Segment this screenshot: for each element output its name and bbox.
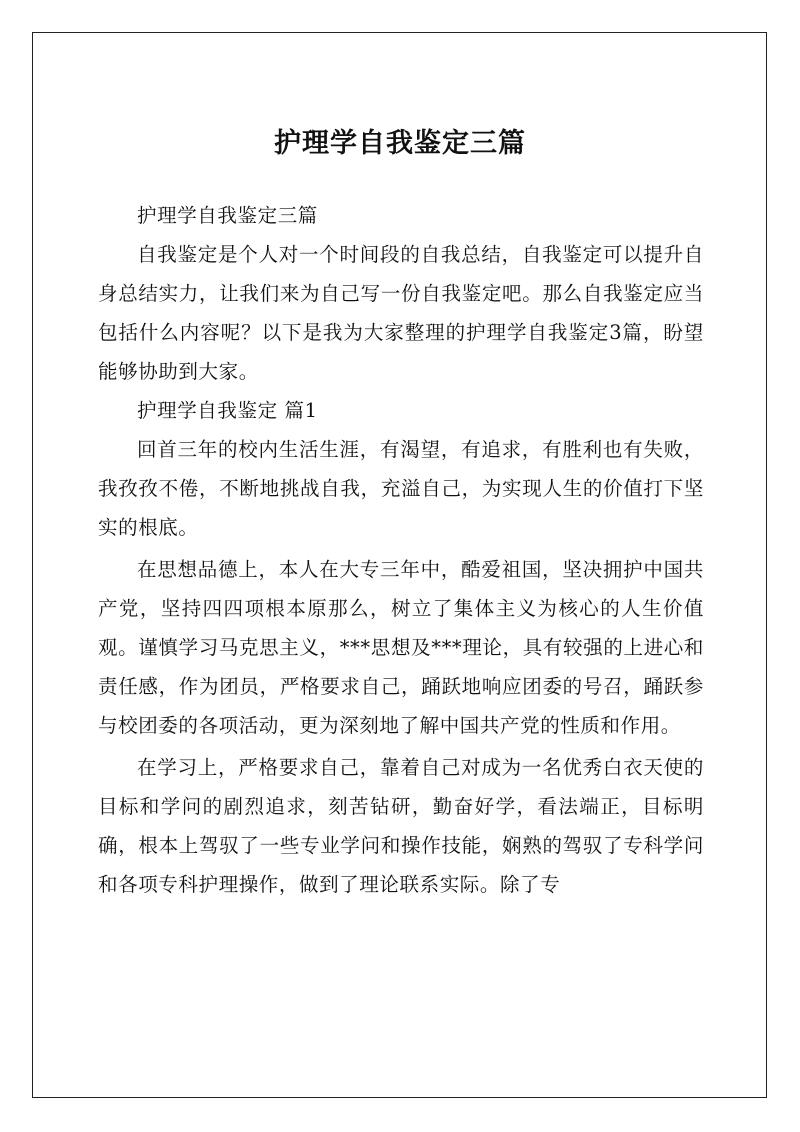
document-body <box>98 196 704 904</box>
paragraph-section-heading: 护理学自我鉴定 篇1 <box>137 399 318 422</box>
document-title: 护理学自我鉴定三篇 <box>274 128 526 159</box>
paragraph-subtitle: 护理学自我鉴定三篇 <box>137 204 318 227</box>
paragraph-intro: 自我鉴定是个人对一个时间段的自我总结，自我鉴定可以提升自身总结实力，让我们来为自己写一份自我鉴定吧。那么自我鉴定应当包括什么内容呢？以下是我为大家整理的护理学自我鉴定3篇，盼望能够协助到大家。 <box>98 243 704 383</box>
paragraph-study: 在学习上，严格要求自己，靠着自己对成为一名优秀白衣天使的目标和学问的剧烈追求，刻苦钻研，勤奋好学，看法端正，目标明确，根本上驾驭了一些专业学问和操作技能，娴熟的驾驭了专科学问和各项专科护理操作，做到了理论联系实际。除了专 <box>98 756 704 896</box>
paragraph-review: 回首三年的校内生活生涯，有渴望，有追求，有胜利也有失败，我孜孜不倦，不断地挑战自我，充溢自己，为实现人生的价值打下坚实的根底。 <box>98 438 704 539</box>
paragraph-ideology: 在思想品德上，本人在大专三年中，酷爱祖国，坚决拥护中国共产党，坚持四四项根本原那么，树立了集体主义为核心的人生价值观。谨慎学习马克思主义，***思想及***理论，具有较强的上进心和责任感，作为团员，严格要求自己，踊跃地响应团委的号召，踊跃参与校团委的各项活动，更为深刻地了解中国共产党的性质和作用。 <box>98 558 704 737</box>
